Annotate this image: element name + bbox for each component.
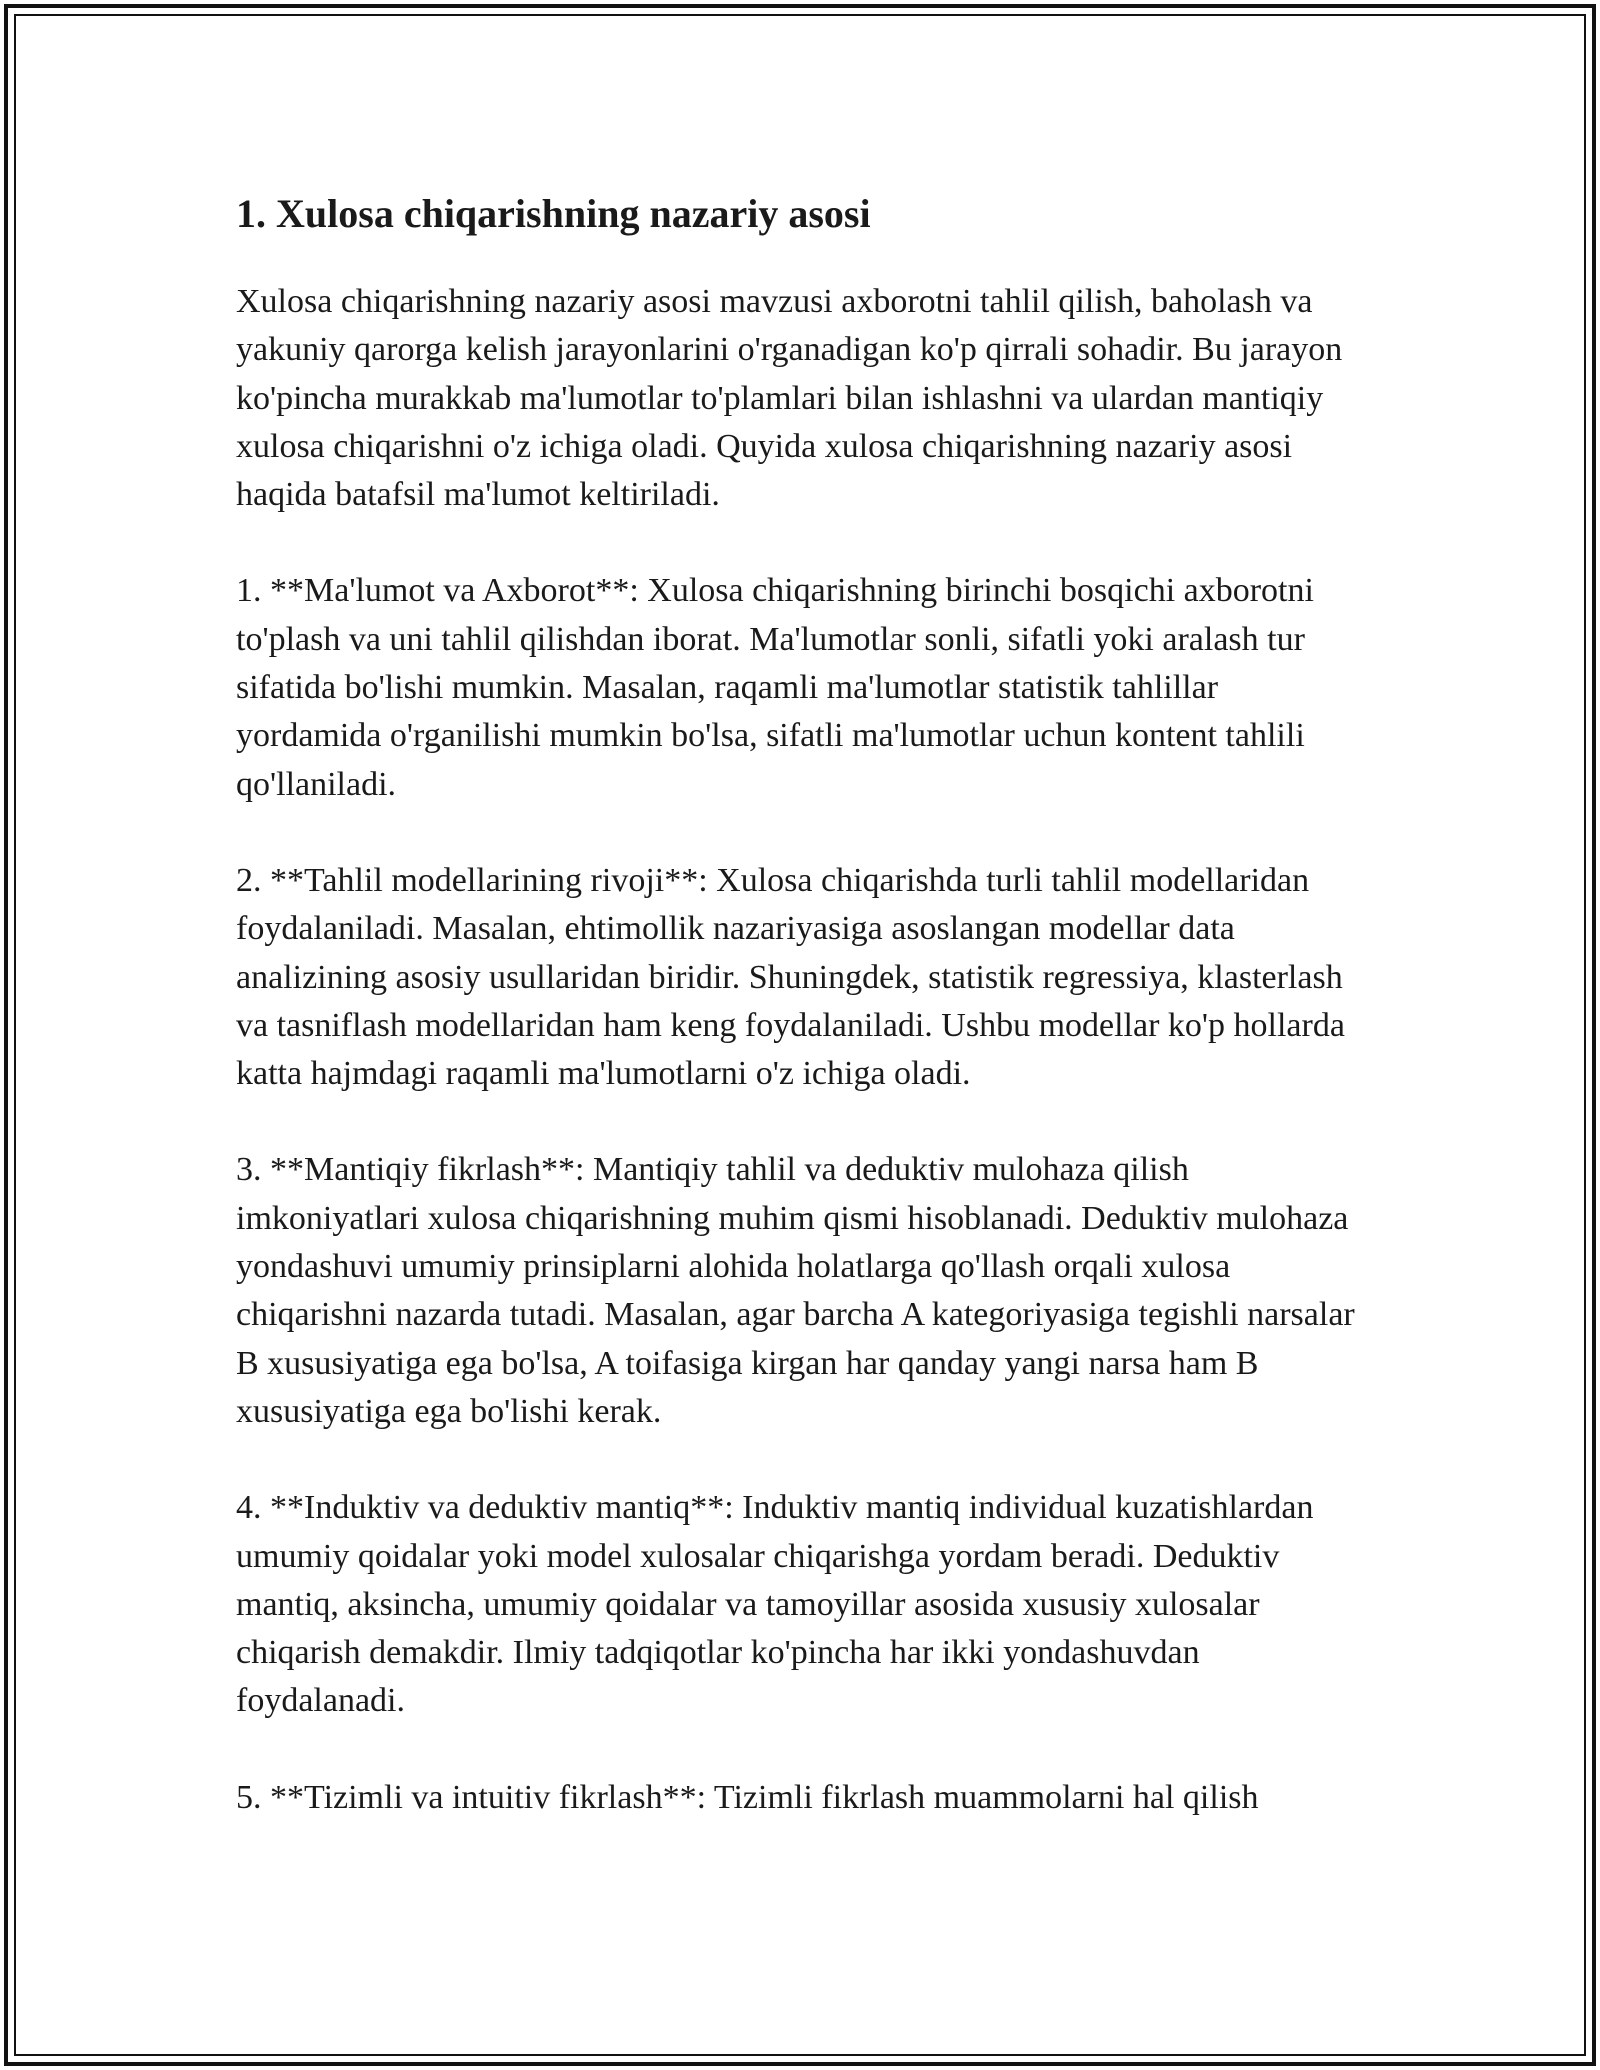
document-body (236, 186, 1366, 1870)
paragraph-item-3: 3. **Mantiqiy fikrlash**: Mantiqiy tahlil va deduktiv mulohaza qilish imkoniyatlari xulosa chiqarishning muhim qismi hisoblanadi. Deduktiv mulohaza yondashuvi umumiy prinsiplarni alohida holatlarga qo'llash orqali xulosa chiqarishni nazarda tutadi. Masalan, agar barcha A kategoriyasiga tegishli narsalar B xususiyatiga ega bo'lsa, A toifasiga kirgan har qanday yangi narsa ham B xususiyatiga ega bo'lishi kerak. (236, 1151, 1355, 1430)
paragraph-item-4: 4. **Induktiv va deduktiv mantiq**: Induktiv mantiq individual kuzatishlardan umumiy qoidalar yoki model xulosalar chiqarishga yordam beradi. Deduktiv mantiq, aksincha, umumiy qoidalar va tamoyillar asosida xususiy xulosalar chiqarish demakdir. Ilmiy tadqiqotlar ko'pincha har ikki yondashuvdan foydalanadi. (236, 1489, 1314, 1720)
paragraph-item-5: 5. **Tizimli va intuitiv fikrlash**: Tizimli fikrlash muammolarni hal qilish (236, 1778, 1259, 1816)
paragraph-item-2: 2. **Tahlil modellarining rivoji**: Xulosa chiqarishda turli tahlil modellaridan foydalaniladi. Masalan, ehtimollik nazariyasiga asoslangan modellar data analizining asosiy usullaridan biridir. Shuningdek, statistik regressiya, klasterlash va tasniflash modellaridan ham keng foydalaniladi. Ushbu modellar ko'p hollarda katta hajmdagi raqamli ma'lumotlarni o'z ichiga oladi. (236, 861, 1345, 1093)
intro-paragraph: Xulosa chiqarishning nazariy asosi mavzusi axborotni tahlil qilish, baholash va yakuniy qarorga kelish jarayonlarini o'rganadigan ko'p qirrali sohadir. Bu jarayon ko'pincha murakkab ma'lumotlar to'plamlari bilan ishlashni va ulardan mantiqiy xulosa chiqarishni o'z ichiga oladi. Quyida xulosa chiqarishning nazariy asosi haqida batafsil ma'lumot keltiriladi. (236, 283, 1343, 514)
section-heading: 1. Xulosa chiqarishning nazariy asosi (236, 191, 871, 236)
paragraph-item-1: 1. **Ma'lumot va Axborot**: Xulosa chiqarishning birinchi bosqichi axborotni to'plash va uni tahlil qilishdan iborat. Ma'lumotlar sonli, sifatli yoki aralash tur sifatida bo'lishi mumkin. Masalan, raqamli ma'lumotlar statistik tahlillar yordamida o'rganilishi mumkin bo'lsa, sifatli ma'lumotlar uchun kontent tahlili qo'llaniladi. (236, 572, 1314, 803)
